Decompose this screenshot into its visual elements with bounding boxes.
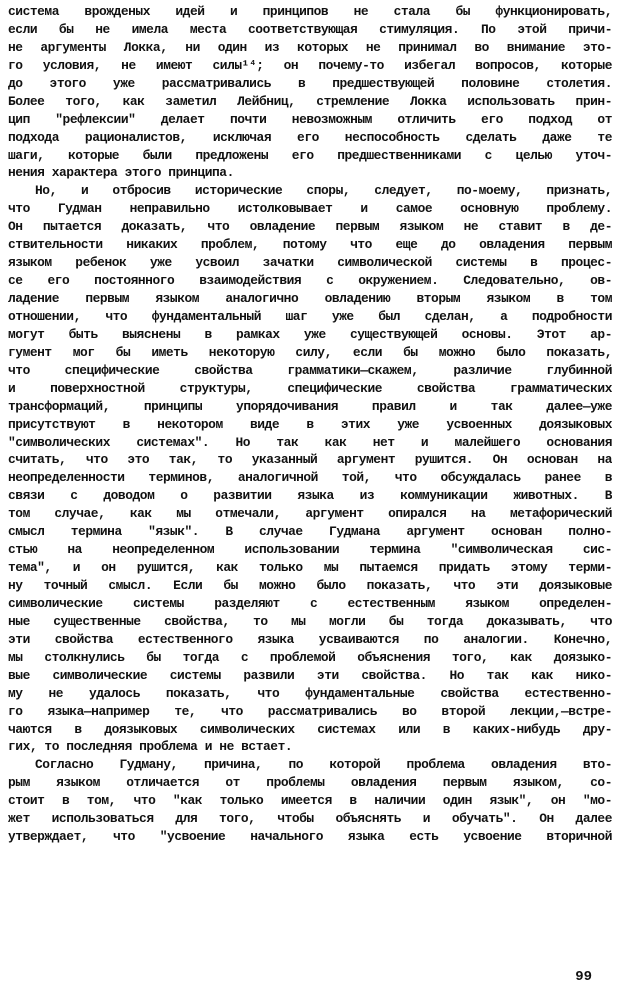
text-line: что специфические свойства грамматики—скажем, различие глубинной [8, 362, 612, 378]
text-line: вые символические системы развили эти свойства. Но так как нико- [8, 667, 612, 683]
text-line: трансформаций, принципы упорядочивания правил и так далее—уже [8, 398, 612, 414]
text-line: "символических системах". Но так как нет и малейшего основания [8, 434, 612, 450]
text-line: неопределенности терминов, аналогичной той, что обсуждалась ранее в [8, 470, 612, 486]
text-line: символические системы разделяют с естественным языком определен- [8, 595, 612, 611]
paragraph [8, 756, 612, 846]
text-line: присутствуют в некотором виде в этих уже усвоенных доязыковых [8, 416, 612, 432]
text-line: ствительности никаких проблем, потому что еще до овладения первым [8, 237, 612, 253]
text-line: система врожденых идей и принципов не стала бы функционировать, [8, 4, 612, 19]
text-line: жет использоваться для того, чтобы объяснять и обучать". Он далее [8, 811, 612, 827]
text-line: Он пытается доказать, что овладение первым языком не ставит в де- [8, 219, 612, 235]
text-line: му не удалось показать, что фундаментальные свойства естественно- [8, 685, 612, 701]
text-line: стоит в том, что "как только имеется в наличии один язык", он "мо- [8, 793, 612, 809]
paragraph [8, 182, 612, 756]
text-line: до этого уже рассматривались в предшествующей половине столетия. [8, 75, 612, 91]
text-line: мы столкнулись бы тогда с проблемой объяснения того, как доязыко- [8, 649, 612, 665]
text-line: гих, то последняя проблема и не встает. [8, 739, 293, 755]
text-line: тема", и он рушится, как только мы пытаемся придать этому терми- [8, 560, 612, 576]
text-line: ну точный смысл. Если бы можно было показать, что эти доязыковые [8, 578, 612, 593]
text-line: и поверхностной структуры, специфические свойства грамматических [8, 380, 612, 396]
text-line: подхода рационалистов, исключая его неспособность сделать даже те [8, 129, 612, 145]
text-line: стью на неопределенном использовании термина "символическая сис- [8, 542, 612, 558]
text-line: не аргументы Локка, ни один из которых не принимал во внимание это- [8, 39, 612, 55]
text-line: ные существенные свойства, то мы могли бы тогда доказывать, что [8, 613, 612, 629]
text-line: се его постоянного взаимодействия с окружением. Следовательно, ов- [8, 273, 612, 289]
text-line: гумент мог бы иметь некоторую силу, если бы можно было показать, [8, 344, 612, 360]
text-line: Но, и отбросив исторические споры, следует, по-моему, признать, [35, 183, 612, 199]
text-line: утверждает, что "усвоение начального языка есть усвоение вторичной [8, 829, 612, 845]
paragraph [8, 3, 612, 182]
text-line: могут быть выяснены в рамках уже существующей основы. Этот ар- [8, 326, 612, 342]
text-line: считать, что это так, то указанный аргумент рушится. Он основан на [8, 452, 612, 468]
text-line: смысл термина "язык". В случае Гудмана аргумент основан полно- [8, 524, 612, 540]
text-line: шаги, которые были предложены его предшественниками с целью уточ- [8, 147, 612, 163]
text-line: Согласно Гудману, причина, по которой проблема овладения вто- [35, 757, 612, 773]
page-number: 99 [575, 969, 592, 985]
text-line: отношении, что фундаментальный шаг уже был сделан, а подробности [8, 308, 612, 324]
text-line: чаются в доязыковых символических системах или в каких-нибудь дру- [8, 721, 612, 737]
book-page [8, 3, 612, 846]
text-line: том случае, как мы отмечали, аргумент опирался на метафорический [8, 506, 612, 522]
text-line: цип "рефлексии" делает почти невозможным отличить его подход от [8, 111, 612, 127]
text-line: языком ребенок уже усвоил зачатки символической системы в процес- [8, 255, 612, 271]
text-line: эти свойства естественного языка усваиваются по аналогии. Конечно, [8, 631, 612, 647]
text-line: рым языком отличается от проблемы овладения первым языком, со- [8, 775, 612, 791]
text-line: связи с доводом о развитии языка из коммуникации животных. В [8, 488, 612, 504]
text-line: го условия, не имеют силы¹⁴; он почему-то избегал вопросов, которые [8, 57, 612, 73]
text-line: что Гудман неправильно истолковывает и самое основную проблему. [8, 201, 612, 217]
text-line: нения характера этого принципа. [8, 165, 234, 181]
text-line: го языка—например те, что рассматривались во второй лекции,—встре- [8, 703, 612, 719]
text-line: ладение первым языком аналогично овладению вторым языком в том [8, 291, 612, 306]
text-line: Более того, как заметил Лейбниц, стремление Локка использовать прин- [8, 93, 612, 109]
text-line: если бы не имела места соответствующая стимуляция. По этой причи- [8, 21, 612, 37]
